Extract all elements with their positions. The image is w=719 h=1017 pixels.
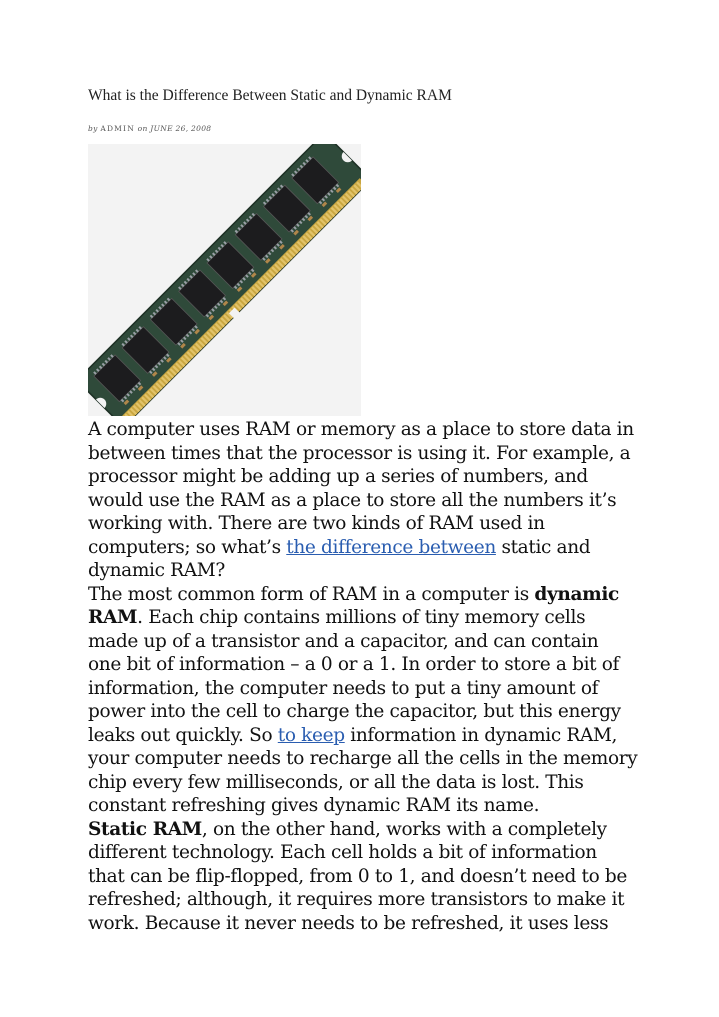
text-segment: refreshed; although, it requires more transistors to make it — [88, 889, 625, 910]
ram-module-image — [88, 144, 361, 416]
bold-term: dynamic — [534, 583, 619, 605]
paragraph-line — [88, 489, 638, 513]
text-segment: dynamic RAM? — [88, 560, 225, 581]
paragraph-line — [88, 677, 638, 701]
ram-module-illustration — [88, 144, 361, 416]
byline-date: JUNE 26, 2008 — [150, 124, 212, 133]
paragraph-line — [88, 442, 638, 466]
text-segment: work. Because it never needs to be refreshed, it uses less — [88, 912, 609, 934]
text-segment: power into the cell to charge the capacitor, but this energy — [88, 701, 621, 722]
text-segment: different technology. Each cell holds a bit of information — [88, 842, 597, 863]
text-segment: computers; so what’s — [88, 536, 287, 558]
paragraph-line — [88, 536, 638, 560]
inline-link[interactable]: to keep — [277, 724, 345, 746]
paragraph-line — [88, 841, 638, 865]
paragraph-line — [88, 771, 638, 795]
paragraph-line — [88, 865, 638, 889]
paragraph-line — [88, 630, 638, 654]
text-segment: , on the other hand, works with a completely — [201, 818, 607, 840]
paragraph-line — [88, 583, 638, 607]
bold-term: RAM — [88, 607, 138, 628]
text-segment: constant refreshing gives dynamic RAM its name. — [88, 795, 540, 816]
paragraph — [88, 418, 638, 583]
paragraph-line — [88, 606, 638, 630]
paragraph-line — [88, 724, 638, 748]
paragraph-line — [88, 700, 638, 724]
text-segment: your computer needs to recharge all the cells in the memory — [88, 748, 638, 769]
text-segment: made up of a transistor and a capacitor, and can contain — [88, 630, 599, 652]
text-segment: leaks out quickly. So — [88, 724, 278, 746]
bold-term: Static RAM — [88, 818, 202, 840]
text-segment: one bit of information – a 0 or a 1. In order to store a bit of — [88, 654, 620, 675]
text-segment: would use the RAM as a place to store all the numbers it’s — [88, 489, 617, 511]
paragraph-line — [88, 653, 638, 677]
text-segment: processor might be adding up a series of numbers, and — [88, 466, 588, 487]
byline-by: by — [88, 124, 98, 133]
byline — [88, 124, 211, 133]
paragraph-line — [88, 465, 638, 489]
inline-link[interactable]: the difference between — [286, 536, 496, 558]
text-segment: information, the computer needs to put a tiny amount of — [88, 677, 599, 699]
paragraph — [88, 818, 638, 936]
paragraph-line — [88, 559, 638, 583]
text-segment: static and — [495, 536, 591, 558]
paragraph-line — [88, 794, 638, 818]
paragraph-line — [88, 912, 638, 936]
page-title: What is the Difference Between Static and Dynamic RAM — [88, 87, 452, 104]
text-segment: information in dynamic RAM, — [344, 724, 618, 746]
text-segment: working with. There are two kinds of RAM used in — [88, 513, 545, 534]
text-segment: between times that the processor is using it. For example, a — [88, 442, 631, 464]
paragraph-line — [88, 818, 638, 842]
paragraph-line — [88, 888, 638, 912]
article-body — [88, 418, 638, 935]
byline-on: on — [137, 124, 148, 133]
paragraph-line — [88, 512, 638, 536]
byline-author-link[interactable]: ADMIN — [100, 124, 135, 133]
paragraph-line — [88, 747, 638, 771]
paragraph-line — [88, 418, 638, 442]
text-segment: chip every few milliseconds, or all the data is lost. This — [88, 771, 584, 793]
text-segment: A computer uses RAM or memory as a place to store data in — [88, 419, 634, 440]
text-segment: . Each chip contains millions of tiny memory cells — [137, 607, 586, 628]
paragraph — [88, 583, 638, 818]
text-segment: The most common form of RAM in a computer is — [88, 583, 535, 605]
text-segment: that can be flip-flopped, from 0 to 1, and doesn’t need to be — [88, 865, 627, 887]
